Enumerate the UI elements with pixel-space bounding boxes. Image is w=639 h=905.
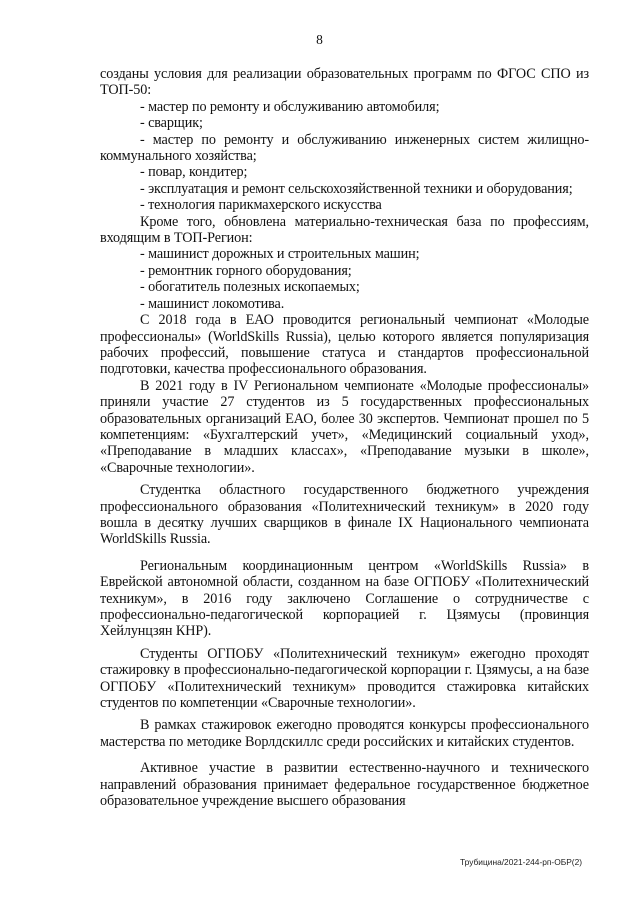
paragraph: Региональным координационным центром «WorldSkills Russia» в Еврейской автономной области, созданном на базе ОГПОБУ «Политехнический техникум», в 2016 году заключено Соглашение о сотрудничестве с профессионально-педагогической корпорацией г. Цзямусы (провинция Хейлунцзян КНР). (100, 557, 589, 640)
paragraph: В 2021 году в IV Региональном чемпионате «Молодые профессионалы» приняли участие 27 студентов из 5 государственных профессиональных образовательных организаций ЕАО, более 30 экспертов. Чемпионат прошел по 5 компетенциям: «Бухгалтерский учет», «Медицинский социальный уход», «Преподавание в младших классах», «Преподавание музыки в школе», «Сварочные технологии». (100, 377, 589, 476)
document-body (100, 66, 589, 809)
list-item: - технология парикмахерского искусства (140, 197, 382, 214)
paragraph: Студентка областного государственного бюджетного учреждения профессионального образования «Политехнический техникум» в 2020 году вошла в десятку лучших сварщиков в финале IX Национального чемпионата WorldSkills Russia. (100, 482, 589, 548)
list-item: - машинист локомотива. (140, 295, 285, 312)
list-item: - мастер по ремонту и обслуживанию инженерных систем жилищно-коммунального хозяйства; (100, 131, 589, 165)
list-item: - сварщик; (140, 115, 203, 132)
paragraph: Активное участие в развитии естественно-научного и технического направлений образования принимает федеральное государственное бюджетное образовательное учреждение высшего образования (100, 760, 589, 810)
list-item: - ремонтник горного оборудования; (140, 262, 352, 279)
paragraph: Студенты ОГПОБУ «Политехнический техникум» ежегодно проходят стажировку в профессионально-педагогической корпорации г. Цзямусы, а на базе ОГПОБУ «Политехнический техникум» проводится стажировка китайских студентов по компетенции «Сварочные технологии». (100, 645, 589, 712)
paragraph: В рамках стажировок ежегодно проводятся конкурсы профессионального мастерства по методике Ворлдскиллс среди российских и китайских студентов. (100, 717, 589, 750)
list-item: - машинист дорожных и строительных машин; (140, 246, 420, 263)
list-item: - повар, кондитер; (140, 164, 248, 181)
list-item: - обогатитель полезных ископаемых; (140, 279, 360, 296)
list-item: - мастер по ремонту и обслуживанию автомобиля; (140, 98, 440, 115)
paragraph: Кроме того, обновлена материально-техническая база по профессиям, входящим в ТОП-Регион: (100, 213, 589, 247)
footer-reference: Трубицина/2021-244-рп-ОБР(2) (460, 857, 583, 867)
page-number: 8 (316, 32, 323, 47)
list-item: - эксплуатация и ремонт сельскохозяйственной техники и оборудования; (140, 180, 573, 197)
paragraph: С 2018 года в ЕАО проводится региональный чемпионат «Молодые профессионалы» (WorldSkills Russia), целью которого является популяризация рабочих профессий, повышение статуса и стандартов профессиональной подготовки, качества профессионального образования. (100, 312, 589, 378)
paragraph: созданы условия для реализации образовательных программ по ФГОС СПО из ТОП-50: (100, 66, 589, 99)
